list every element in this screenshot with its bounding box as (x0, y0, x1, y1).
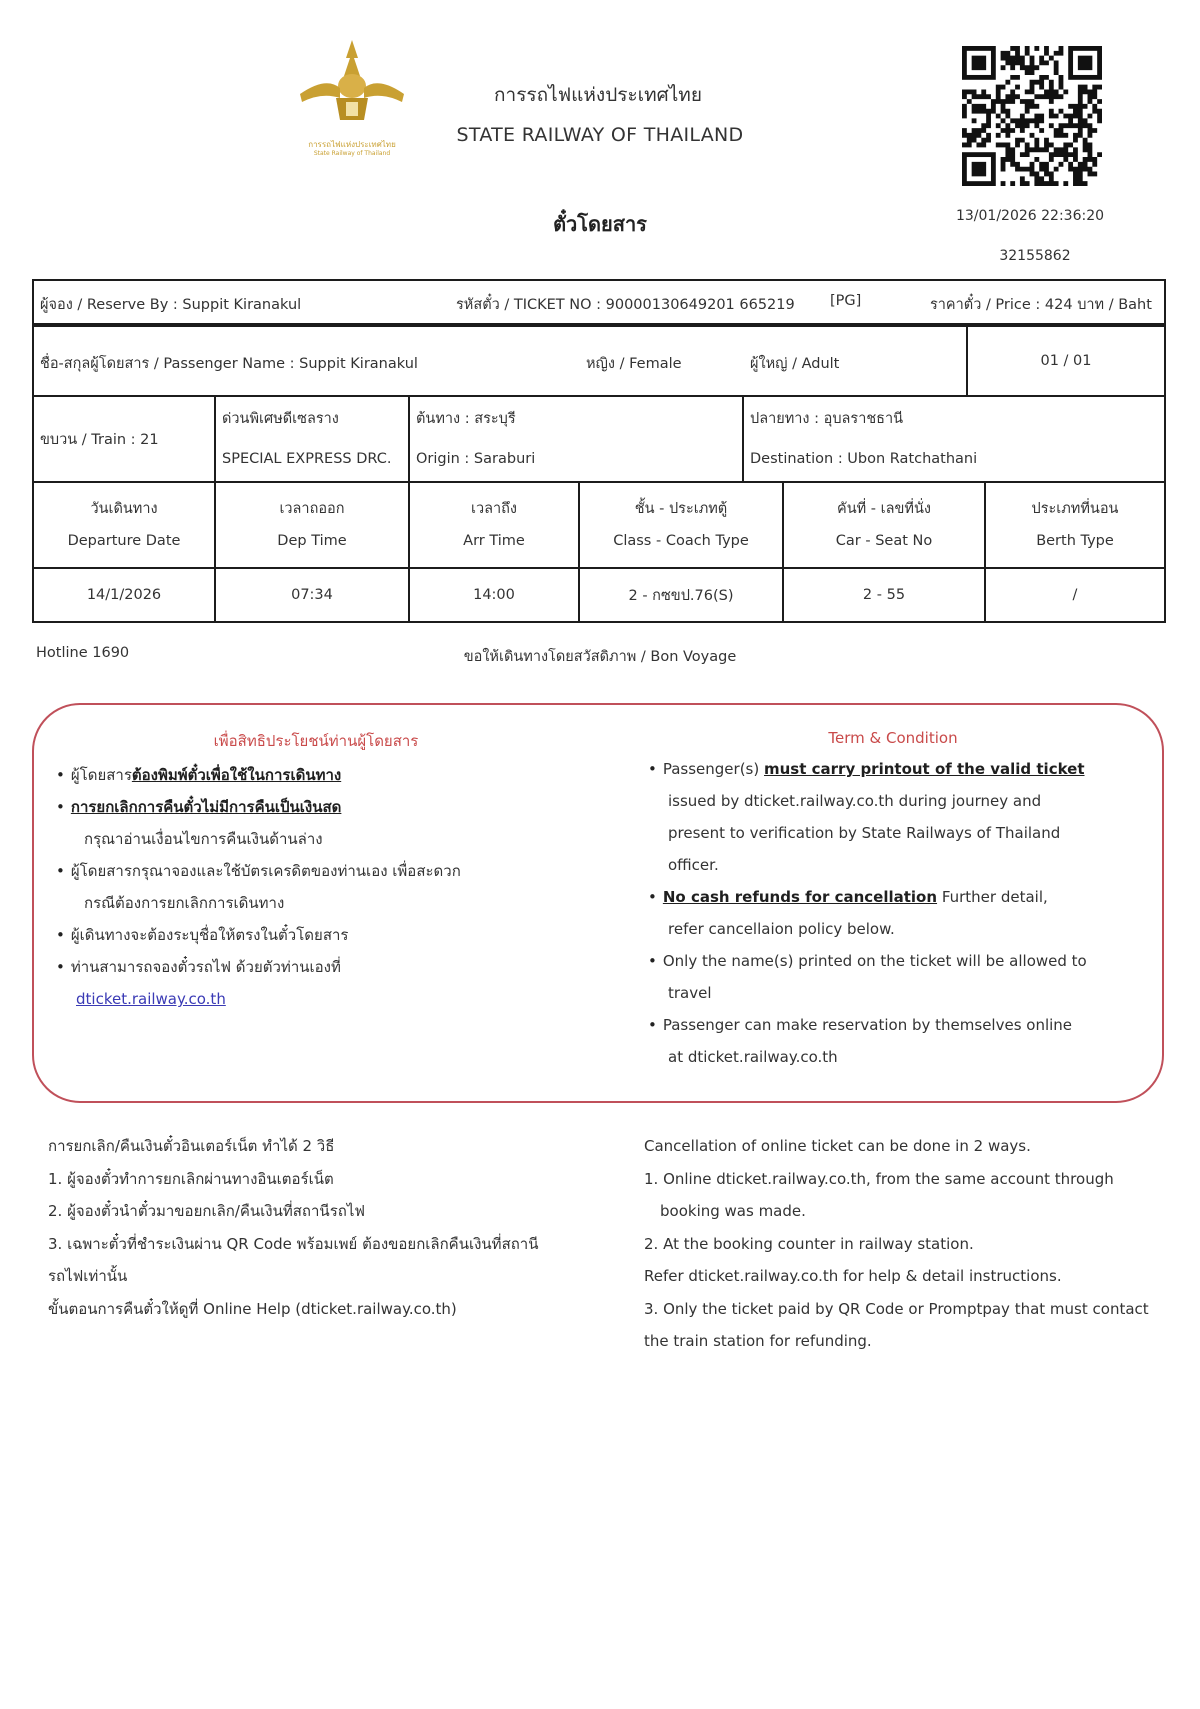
cancel-en-line: Refer dticket.railway.co.th for help & detail instructions. (644, 1267, 1062, 1285)
reference-number: 32155862 (999, 248, 1071, 264)
berth-type-value: / (985, 568, 1165, 622)
trip-details-header (32, 481, 1166, 569)
destination-en: Destination : Ubon Ratchathani (750, 451, 978, 467)
cancel-en-line: 2. At the booking counter in railway station. (644, 1234, 974, 1253)
ticket-flag: [PG] (830, 293, 862, 309)
notice-en-item-cont: officer. (668, 856, 719, 874)
cancel-th-line: การยกเลิก/คืนเงินตั๋วอินเตอร์เน็ต ทำได้ 2 วิธี (48, 1137, 335, 1155)
departure-date-value: 14/1/2026 (33, 568, 215, 622)
notice-thai (56, 729, 576, 1015)
notice-th-item-cont: กรณีต้องการยกเลิกการเดินทาง (84, 894, 285, 912)
cancel-en-line: the train station for refunding. (644, 1332, 872, 1350)
notice-en-item-cont: travel (668, 984, 712, 1002)
printed-timestamp: 13/01/2026 22:36:20 (955, 208, 1105, 224)
origin-th: ต้นทาง : สระบุรี (416, 411, 516, 427)
cancel-th-line: รถไฟเท่านั้น (48, 1267, 128, 1285)
trip-details-values (32, 567, 1166, 623)
hotline: Hotline 1690 (36, 645, 130, 661)
qr-code (962, 46, 1102, 186)
col-departure-date: วันเดินทาง Departure Date (33, 482, 215, 568)
cancellation-english (644, 1130, 1184, 1358)
dep-time-value: 07:34 (215, 568, 409, 622)
bon-voyage: ขอให้เดินทางโดยสวัสดิภาพ / Bon Voyage (463, 649, 737, 665)
notice-english (648, 729, 1138, 1073)
notice-th-item: • ท่านสามารถจองตั๋วรถไฟ ด้วยตัวท่านเองที่ (56, 951, 576, 983)
notice-th-item: • ผู้เดินทางจะต้องระบุชื่อให้ตรงในตั๋วโดยสาร (56, 919, 576, 951)
logo-caption-th: การรถไฟแห่งประเทศไทย (308, 140, 396, 149)
ticket-price: ราคาตั๋ว / Price : 424 บาท / Baht (930, 297, 1152, 313)
cancel-en-line: booking was made. (660, 1202, 806, 1220)
notice-en-item-cont: at dticket.railway.co.th (668, 1048, 838, 1066)
destination-th: ปลายทาง : อุบลราชธานี (750, 411, 904, 427)
cancel-th-line: 3. เฉพาะตั๋วที่ชำระเงินผ่าน QR Code พร้อมเพย์ ต้องขอยกเลิกคืนเงินที่สถานี (48, 1234, 539, 1253)
cancel-th-line: 2. ผู้จองตั๋วนำตั๋วมาขอยกเลิก/คืนเงินที่สถานีรถไฟ (48, 1202, 365, 1220)
garuda-emblem-icon (296, 36, 408, 136)
train-number: ขบวน / Train : 21 (33, 396, 215, 482)
arr-time-value: 14:00 (409, 568, 579, 622)
cancellation-thai (48, 1130, 608, 1325)
notice-en-item-cont: issued by dticket.railway.co.th during journey and (668, 792, 1042, 810)
route-row (32, 395, 1166, 483)
notice-box (32, 703, 1164, 1103)
ticket-number: รหัสตั๋ว / TICKET NO : 90000130649201 665219 (456, 297, 795, 313)
passenger-name: ชื่อ-สกุลผู้โดยสาร / Passenger Name : Suppit Kiranakul (40, 356, 418, 372)
dticket-link[interactable]: dticket.railway.co.th (76, 990, 226, 1008)
passenger-count: 01 / 01 (967, 326, 1165, 396)
notice-th-item-cont: กรุณาอ่านเงื่อนไขการคืนเงินด้านล่าง (84, 830, 323, 848)
org-name-en: STATE RAILWAY OF THAILAND (456, 124, 744, 146)
org-name-th: การรถไฟแห่งประเทศไทย (494, 84, 702, 106)
notice-en-item-cont: refer cancellaion policy below. (668, 920, 895, 938)
train-type-en: SPECIAL EXPRESS DRC. (222, 451, 392, 467)
notice-thai-title: เพื่อสิทธิประโยชน์ท่านผู้โดยสาร (213, 732, 419, 750)
passenger-type: ผู้ใหญ่ / Adult (750, 356, 840, 372)
cancel-en-line: 3. Only the ticket paid by QR Code or Promptpay that must contact (644, 1299, 1149, 1318)
cancel-th-line: ขั้นตอนการคืนตั๋วให้ดูที่ Online Help (dticket.railway.co.th) (48, 1299, 457, 1318)
notice-english-title: Term & Condition (828, 729, 958, 747)
srt-logo (296, 36, 408, 156)
passenger-row (32, 325, 1166, 397)
logo-caption-en: State Railway of Thailand (313, 150, 391, 157)
col-class-coach: ชั้น - ประเภทตู้ Class - Coach Type (579, 482, 783, 568)
train-type-th: ด่วนพิเศษดีเซลราง (222, 411, 339, 427)
notice-en-item-cont: present to verification by State Railways of Thailand (668, 824, 1061, 842)
qr-code-icon (962, 46, 1102, 186)
cancel-en-line: Cancellation of online ticket can be done in 2 ways. (644, 1137, 1031, 1155)
col-arr-time: เวลาถึง Arr Time (409, 482, 579, 568)
col-dep-time: เวลาถออก Dep Time (215, 482, 409, 568)
notice-en-item: • Passenger can make reservation by themselves online (648, 1009, 1138, 1041)
ticket-header-row (32, 279, 1166, 325)
cancel-th-line: 1. ผู้จองตั๋วทำการยกเลิกผ่านทางอินเตอร์เน็ต (48, 1169, 334, 1188)
cancel-en-line: 1. Online dticket.railway.co.th, from the same account through (644, 1169, 1114, 1188)
notice-th-item: • การยกเลิกการคืนตั๋วไม่มีการคืนเป็นเงินสด (56, 791, 576, 823)
notice-en-item: • No cash refunds for cancellation Further detail, (648, 881, 1138, 913)
col-berth-type: ประเภทที่นอน Berth Type (985, 482, 1165, 568)
document-title: ตั๋วโดยสาร (553, 212, 647, 236)
class-coach-value: 2 - กซขป.76(S) (579, 568, 783, 622)
notice-en-item: • Passenger(s) must carry printout of the valid ticket (648, 753, 1138, 785)
col-car-seat: คันที่ - เลขที่นั่ง Car - Seat No (783, 482, 985, 568)
notice-th-item: • ผู้โดยสารต้องพิมพ์ตั๋วเพื่อใช้ในการเดินทาง (56, 759, 576, 791)
passenger-gender: หญิง / Female (586, 356, 682, 372)
origin-en: Origin : Saraburi (416, 451, 536, 467)
car-seat-value: 2 - 55 (783, 568, 985, 622)
reserve-by: ผู้จอง / Reserve By : Suppit Kiranakul (40, 297, 302, 313)
notice-th-item: • ผู้โดยสารกรุณาจองและใช้บัตรเครดิตของท่านเอง เพื่อสะดวก (56, 855, 576, 887)
notice-en-item: • Only the name(s) printed on the ticket will be allowed to (648, 945, 1138, 977)
